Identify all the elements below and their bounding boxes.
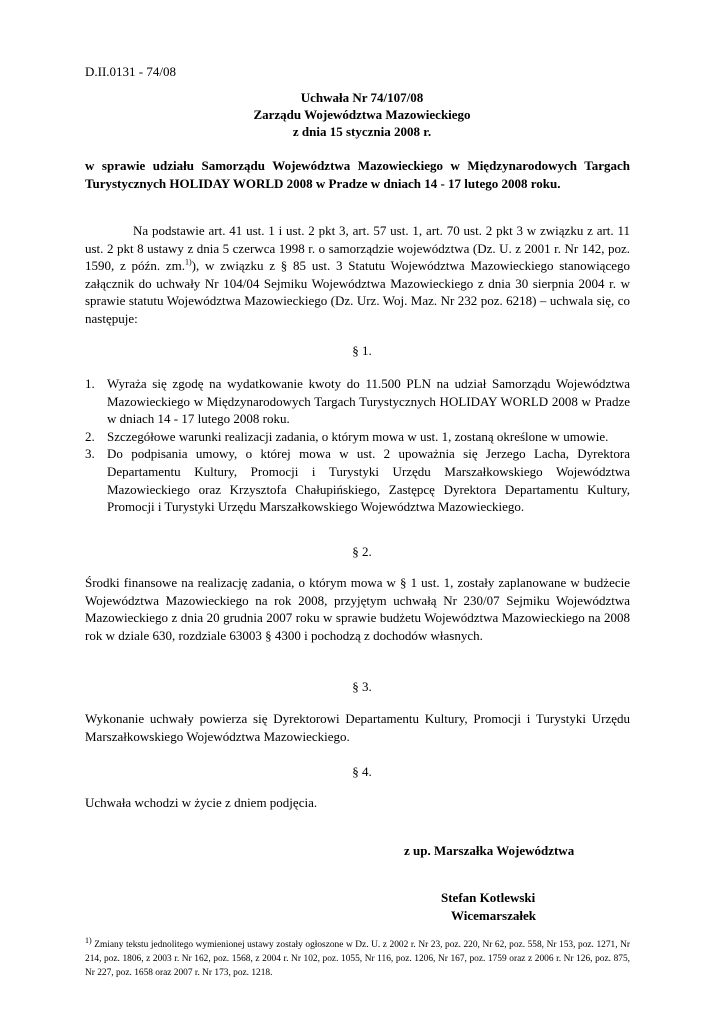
footnote-reference: 1) [184, 257, 192, 267]
resolution-date: z dnia 15 stycznia 2008 r. [292, 124, 432, 139]
list-item-text: Do podpisania umowy, o której mowa w ust. 2 upoważnia się Jerzego Lacha, Dyrektora Departamentu Kultury, Promocji i Turystyki Urzędu Marszałkowskiego Województwa Mazowieckiego oraz Krzysztofa Chałupińskiego, Zastępcę Dyrektora Departamentu Kultury, Promocji i Turystyki Urzędu Marszałkowskiego Województwa Mazowieckiego. [107, 446, 630, 515]
footnote-text: Zmiany tekstu jednolitego wymienionej ustawy zostały ogłoszone w Dz. U. z 2002 r. Nr 23, poz. 220, Nr 62, poz. 558, Nr 153, poz. 1271, Nr 214, poz. 1806, z 2003 r. Nr 162, poz. 1568, z 2004 r. Nr 102, poz. 1055, Nr 116, poz. 1206, Nr 167, poz. 1759 oraz z 2006 r. Nr 126, poz. 875, Nr 227, poz. 1658 oraz 2007 r. Nr 173, poz. 1218. [85, 940, 630, 978]
section-2-text: Środki finansowe na realizację zadania, o którym mowa w § 1 ust. 1, zostały zaplanowane w budżecie Województwa Mazowieckiego na rok 2008, przyjętym uchwałą Nr 230/07 Sejmiku Województwa Mazowieckiego z dnia 20 grudnia 2007 roku w sprawie budżetu Województwa Mazowieckiego na 2008 rok w dziale 630, rozdziale 63003 § 4300 i pochodzą z dochodów własnych. [85, 575, 630, 643]
section-3-title: § 3. [352, 679, 372, 694]
resolution-number: Uchwała Nr 74/107/08 [300, 90, 424, 105]
section-1-title: § 1. [352, 343, 372, 358]
signatory-role: Wicemarszałek [451, 908, 536, 923]
section-2-title: § 2. [352, 544, 372, 559]
issuing-body: Zarządu Województwa Mazowieckiego [253, 107, 471, 122]
signature-on-behalf: z up. Marszałka Województwa [404, 843, 575, 858]
signatory-name: Stefan Kotlewski [441, 890, 536, 905]
preamble [85, 222, 630, 328]
list-item-number: 3. [85, 446, 95, 462]
section-4-title: § 4. [352, 764, 372, 779]
footnote-mark: 1) [85, 935, 92, 945]
list-item-number: 2. [85, 428, 95, 444]
section-4-text: Uchwała wchodzi w życie z dniem podjęcia. [85, 795, 318, 810]
list-item-text: Szczegółowe warunki realizacji zadania, o którym mowa w ust. 1, zostaną określone w umowie. [107, 428, 609, 444]
list-item-text: Wyraża się zgodę na wydatkowanie kwoty do 11.500 PLN na udział Samorządu Województwa Mazowieckiego w Międzynarodowych Targach Turystycznych HOLIDAY WORLD 2008 w Pradze w dniach 14 - 17 lutego 2008 roku. [107, 376, 630, 427]
section-3-text: Wykonanie uchwały powierza się Dyrektorowi Departamentu Kultury, Promocji i Turystyki Urzędu Marszałkowskiego Województwa Mazowieckiego. [85, 711, 630, 744]
preamble-text-end: ), w związku z § 85 ust. 3 Statutu Województwa Mazowieckiego stanowiącego załącznik do uchwały Nr 104/04 Sejmiku Województwa Mazowieckiego z dnia 30 sierpnia 2004 r. w sprawie statutu Województwa Mazowieckiego (Dz. Urz. Woj. Maz. Nr 232 poz. 6218) – uchwala się, co następuje: [85, 258, 630, 326]
list-item [85, 428, 630, 446]
section-1-list [85, 375, 630, 516]
preamble-text-start: Na podstawie art. 41 ust. 1 i ust. 2 pkt 3, art. 57 ust. 1, art. 70 ust. 2 pkt 3 w związku z art. 11 ust. 2 pkt 8 ustawy z dnia 5 czerwca 1998 r. o samorządzie województwa (Dz. U. z 2001 r. Nr 142, poz. 1590, z późn. zm. [85, 223, 630, 274]
list-item-number: 1. [85, 376, 95, 391]
resolution-subject: w sprawie udziału Samorządu Województwa Mazowieckiego w Międzynarodowych Targach Turystycznych HOLIDAY WORLD 2008 w Pradze w dniach 14 - 17 lutego 2008 roku. [85, 158, 630, 191]
list-item [85, 445, 630, 515]
footnote [85, 935, 630, 980]
document-reference: D.II.0131 - 74/08 [85, 64, 176, 79]
list-item [85, 375, 630, 428]
